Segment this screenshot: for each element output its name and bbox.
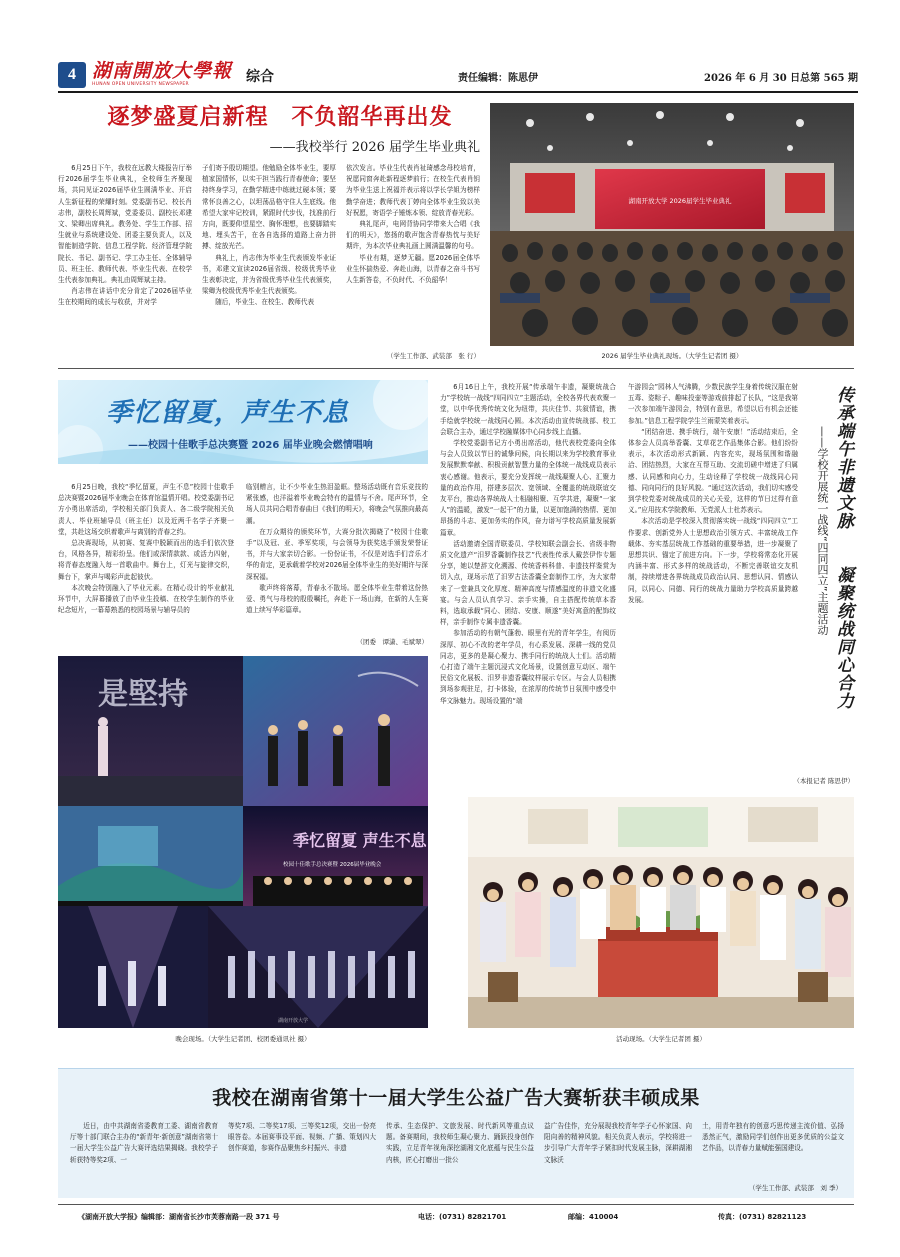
svg-text:湖南开放大学 2026届学生毕业典礼: 湖南开放大学 2026届学生毕业典礼 [628,197,732,205]
dragonboat-activity-photo [468,797,854,1028]
activity-photo-caption: 活动现场。（大学生记者团 摄） [616,1035,706,1043]
editor-credit: 责任编辑：陈思伊 [458,73,538,84]
article-dragonboat-col2: 午游园会”园林人气沸腾，少数民族学生身着传统汉服在射五毒、姿粽子、趣味投壶等游戏前排起了长队，“这是我第一次参加端午游园会，特别有意思，希望以后有机会还能参加。”信息工程学院学生兰雨蒙笑着表示。 “团结奋进、携手统行，端午安康！”活动结束后，全体参会人员高举香囊、艾草花艺作品集体合影。他们纷纷表示，本次活动形式新颖、内容充实，现场氛围和谐融洽、团结热烈，大家在互帮互助、交流切磋中增进了归属感、认同感和向心力，生动诠释了学校统一战线同心同德、同向同行的良好风貌。“通过这次活动，我们切实感受到学校党委对统战成员的关心关爱，这样的节日过得有意义。”应用技术学院教师、无党派人士杜苏表示。 本次活动是学校深入贯彻落实统一战线“四同四立”工作要求、创新党外人士思想政治引领方式、丰富统战工作载体、夯实基层统战工作基础的重要举措，进一步凝聚了思想共识、锚定了前进方向。下一步，学校将常态化开展内涵丰富、形式多样的统战活动，不断完善联谊交友机制，持续增进各界统战成员政治认同、思想认同、情感认同，以同心、同德、同行的统战力量助力学校高质量跨越发展。 [628,383,798,604]
paper-logo: 湖南開放大學報 HUNAN OPEN UNIVERSITY NEWSPAPER [92,60,233,87]
footer-rule [58,1204,854,1205]
article-ad-contest-col3: 传承、生态保护、文旅发展、时代新风等重点议题。备赛期间，我校师生凝心聚力、踊跃投身创作实践，立足青年视角深挖湖湘文化底蕴与民生公益内核，匠心打磨出一批公 [386,1122,534,1164]
svg-text:校园十佳歌手总决赛暨 2026届毕业晚会: 校园十佳歌手总决赛暨 2026届毕业晚会 [283,862,382,868]
article-ad-contest-col2: 等奖7项、二等奖17项、三等奖12项，交出一份亮眼答卷。本届赛事设平面、视频、广播、策划四大创作赛道，参赛作品聚焦乡村振兴、非遗 [228,1122,376,1153]
article-ad-contest-headline: 我校在湖南省第十一届大学生公益广告大赛斩获丰硕成果 [212,1087,700,1109]
article-dragonboat-vertical-headline [806,386,856,766]
article-dragonboat-col1: 6月16日上午，我校开展“传承端午非遗，凝聚统战合力”学校统一战线“四同四立”主题活动，全校各界代表欢聚一堂，以中华优秀传统文化为纽带，共庆佳节、共叙情谊，携手绘就学校统一战线同心圆。本次活动由宣传统战部、校工会联合主办，通过学校融媒体中心同步线上直播。 学校党委副书记方小勇出席活动，他代表校党委向全体与会人员致以节日的诚挚问候，向长期以来为学校教育事业发展默默奉献、积极贡献智慧力量的全体统一战线成员表示衷心感谢。他表示，要充分发挥统一战线凝聚人心、汇聚力量的政治作用，搭建多层次、宽领域、全覆盖的统战联谊交友平台，推动各界统战人士相融相聚、互学共进，凝聚“一家人”的温暖，激发“一起干”的力量，以更加饱满的热情、更加昂扬的斗志、更加务实的作风，奋力谱写学校高质量发展新篇章。 活动邀请全国青联委员、学校知联会副会长、省级非物质文化遗产“汨罗香囊制作技艺”代表性传承人戴芸伊作专题分享，她以楚辞文化溯源、传统香料科普、非遗技样鉴赏为切入点，现场示范了汨罗古法香囊全套制作工序，为大家带来了一堂兼具文化厚度、精神高度与情感温度的非遗文化盛宴。与会人员认真学习、亲手实操，自主搭配传统草本香料，选取承载“同心、团结、安康、顺遂”美好寓意的配饰纹样，亲手制作专属非遗香囊。 参加活动的有朝气蓬勃、眼里有光的青年学生，有阅历深厚、初心不改的老年学员，有心系发展、深耕一线的党员同志，更多的是凝心聚力、携手同行的统战人士们。活动精心打造了端午主题沉浸式文化场景，设置创意互动区、端午民俗文化展板、汨罗非遗香囊纹样展示专区。与会人员相携到场参观驻足，打卡体验，在浓厚的传统节日氛围中感受中华文脉魅力。现场设置的“端 [440,383,616,705]
article-ad-contest-credit: （学生工作部、武装部 刘 季） [748,1184,842,1192]
article-graduation-col2: 子们寄予殷切期望。他勉励全体毕业生，要厚植家国情怀，以实干担当践行青春使命；要坚持终身学习，在勤学精进中练就过硬本领；要常怀良善之心，以坦荡品格守住人生底线。他希望大家牢记校训，紧跟时代步伐，找准前行方向，既要仰望星空、胸怀理想，也要脚踏实地、埋头苦干，在各自选择的道路上奋力拼搏、绽放光芒。 典礼上，肖志伟为毕业生代表颁发毕业证书，邓建文宣读2026届省级、校级优秀毕业生表彰决定，并为省级优秀毕业生代表颁奖，梁卿为校级优秀毕业生代表颁奖。 随后，毕业生、在校生、教师代表 [202,164,336,307]
banner-title: 季忆留夏，声生不息 [106,398,350,428]
footer-fax: 传真：(0731) 82821123 [718,1213,807,1221]
graduation-photo-caption: 2026 届学生毕业典礼现场。（大学生记者团 摄） [601,352,743,360]
svg-text:湖南开放大学: 湖南开放大学 [278,1018,309,1024]
gala-photo-caption: 晚会现场。（大学生记者团、校团委通讯社 摄） [175,1035,311,1043]
footer-publisher: 《湖南开放大学报》编辑部：湖南省长沙市芙蓉南路一段 371 号 [78,1213,280,1221]
vertical-title-1: 传承端午非遗文脉 [833,386,853,530]
article-dragonboat-credit: （本报记者 陈思伊） [793,777,854,785]
section-divider-1 [58,368,854,369]
article-singer-col1: 6月25日晚，我校“季忆留夏，声生不息”校园十佳歌手总决赛暨2026届毕业晚会在体育馆温情开唱。校党委副书记方小勇出席活动，学校相关部门负责人、各二级学院相关负责人、毕业班辅导员（班主任）以及近两千名学子齐聚一堂，共赴这场交织着歌声与离别的青春之约。 总决赛现场，从初赛、复赛中脱颖而出的选手们依次登台，风格各异，精彩纷呈。他们或深情款款、或活力四射，将青春态度融入每一首歌曲中。舞台上，灯光与旋律交织，舞台下，掌声与喝彩声此起彼伏。 本次晚会特别融入了毕业元素。在精心设计的毕业献礼环节中，大屏幕播放了由毕业生投稿、在校学生制作的毕业纪念短片，一幕幕熟悉的校园场景与辅导员的 [58,483,234,615]
vertical-title-2: 凝聚统战同心合力 [833,566,853,710]
article-graduation-col3: 依次发言。毕业生代表肖祉琦感念母校培育，祝愿同窗奔赴新程逐梦前行；在校生代表肖钥为毕业生送上祝福并表示将以学长学姐为榜样勤学奋进；教师代表丁婷向全体毕业生致以美好祝愿，寄语学子锤炼本领、绽放青春光彩。 典礼尾声，电网背协同学带来大合唱《我们的明天》，悠扬的歌声饱含青春热忱与美好期许，为本次毕业典礼画上圆满温馨的句号。 毕业有期，逐梦无疆。愿2026届全体毕业生怀揣热爱、奔赴山海，以青春之奋斗书写人生新答卷，不负时代、不负韶华！ [346,164,480,285]
page-number-badge: 4 [58,62,86,88]
section-label: 综合 [246,69,274,85]
activity-photo-illustration [468,797,854,1028]
footer-phone: 电话：(0731) 82821701 [418,1213,507,1221]
footer-postcode: 邮编：410004 [568,1213,619,1221]
gala-photo-collage [58,656,428,1028]
article-ad-contest-col1: 近日，由中共湖南省委教育工委、湖南省教育厅等十部门联合主办的“新青年·新创意”湖南省第十一届大学生公益广告大赛评选结果揭晓。我校学子斩获特等奖2项、一 [70,1122,218,1164]
banner-subtitle: ——校园十佳歌手总决赛暨 2026 届毕业晚会燃情唱响 [128,440,373,451]
graduation-photo-illustration [490,103,854,346]
article-ad-contest-col5: 土，用青年独有的创意巧思传递主流价值、弘扬悉然正气，激励同学们创作出更多优质的公益文艺作品，以青春力量赋能强国建设。 [702,1122,844,1153]
article-graduation-credit: （学生工作部、武装部 张 行） [386,352,480,360]
graduation-ceremony-photo [490,103,854,346]
vertical-subtitle: ——学校开展统一战线“四同四立”主题活动 [816,426,829,636]
article-singer-credit: （团委 谭潇、毛斌翠） [356,638,428,646]
issue-date: 2026 年 6 月 30 日总第 565 期 [704,73,858,84]
article-ad-contest-box [58,1068,854,1198]
footer [58,1210,854,1224]
article-singer-col2: 临别赠言，让不少毕业生热泪盈眶。整场活动既有音乐竞技的紧张感，也洋溢着毕业晚会特有的温情与不舍。尾声环节，全场人员共同合唱青春曲目《我们的明天》，将晚会气氛推向最高潮。 在万众期待的颁奖环节，大赛分批次揭晓了“校园十佳歌手”以及冠、亚、季军奖项，与会领导为获奖选手颁发荣誉证书，并与大家亲切合影。一份份证书，不仅是对选手们音乐才华的肯定，更承载着学校对2026届全体毕业生的美好期许与深深祝福。 歌声终将落幕，青春永不散场。愿全体毕业生带着这份热爱、勇气与母校的殷殷嘱托，奔赴下一场山海，在新的人生赛道上续写华彩篇章。 [246,483,428,615]
svg-text:是堅持: 是堅持 [98,677,188,712]
article-ad-contest-col4: 益广告佳作，充分展现我校青年学子心怀家国、向阳向善的精神风貌。相关负责人表示，学校将进一步引导广大青年学子紧扣时代发展主脉，深耕湖湘文脉沃 [544,1122,692,1164]
svg-text:季忆留夏 声生不息: 季忆留夏 声生不息 [293,831,427,850]
masthead-rule [58,91,858,93]
singer-contest-banner [58,380,428,464]
masthead [58,60,858,92]
gala-photo-illustration [58,656,428,1028]
article-graduation-subheadline: ——我校举行 2026 届学生毕业典礼 [269,140,480,155]
article-graduation-headline: 逐梦盛夏启新程 不负韶华再出发 [107,105,453,130]
article-graduation-col1: 6月25日下午，我校在远教大楼报告厅举行2026届学生毕业典礼，全校师生齐聚现场，共同见证2026届毕业生圆满毕业、开启人生新征程的荣耀时刻。党委副书记、校长肖志伟，副校长周辉斌，党委委员、副校长邓建文、梁卿出席典礼。教务处、学生工作部、招生就业与系统建设处、团委主要负责人，以及智能制造学院、信息工程学院、经济管理学院院长、书记、副书记、学工办主任、全体辅导员、班主任、教师代表、毕业生代表、在校学生代表参加典礼。典礼由周辉斌主持。 肖志伟在讲话中充分肯定了2026届毕业生在校期间的成长与收获，并对学 [58,164,192,307]
